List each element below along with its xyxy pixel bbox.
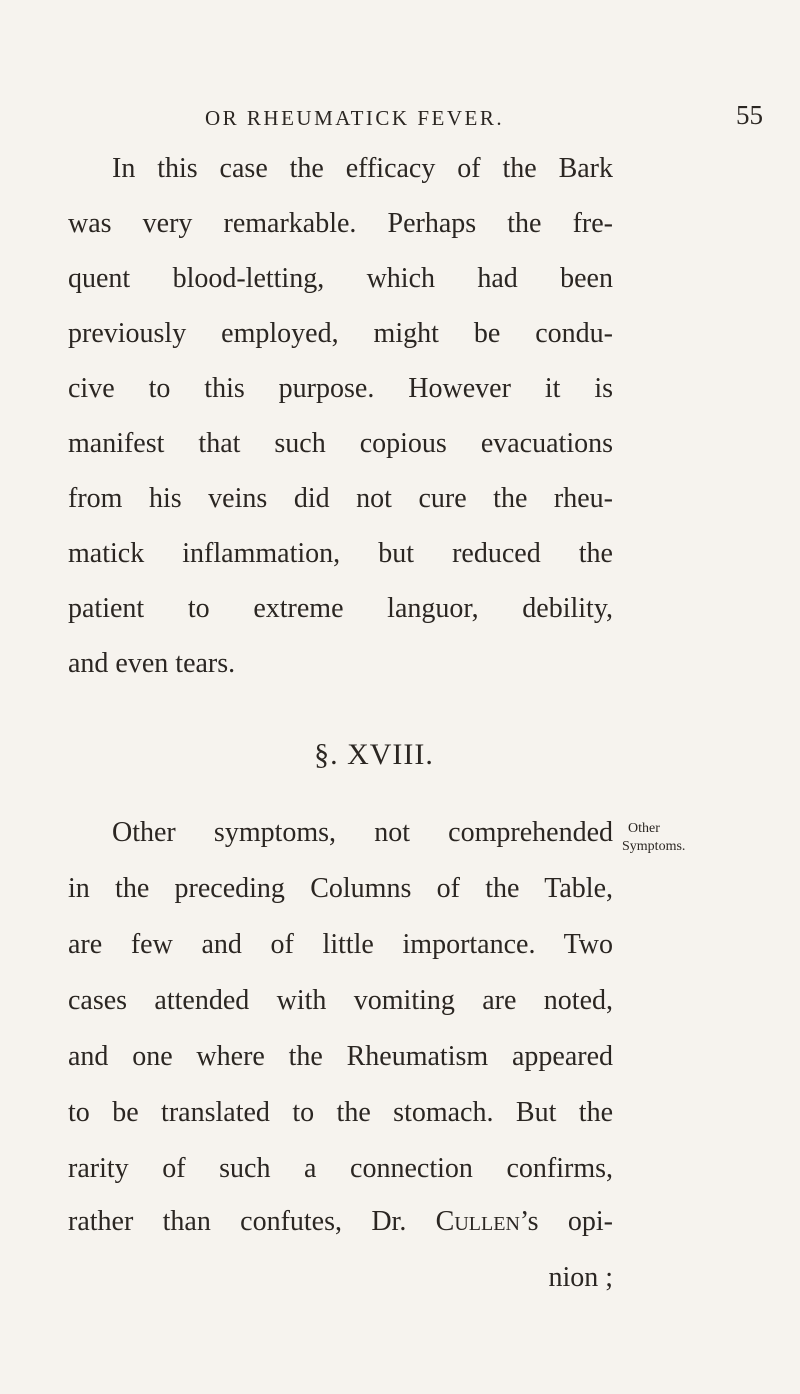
- line-8-suffix: ’s opi-: [519, 1206, 613, 1237]
- paragraph-1-line-9: patient to extreme languor, debility,: [68, 593, 613, 624]
- paragraph-1-line-6: manifest that such copious evacuations: [68, 428, 613, 459]
- paragraph-2-line-2: in the preceding Columns of the Table,: [68, 873, 613, 904]
- paragraph-2-line-6: to be translated to the stomach. But the: [68, 1097, 613, 1128]
- paragraph-1-line-3: quent blood-letting, which had been: [68, 263, 613, 294]
- paragraph-2-line-1: Other symptoms, not comprehended: [112, 817, 613, 848]
- paragraph-1-line-10: and even tears.: [68, 648, 236, 679]
- paragraph-2-line-7: rarity of such a connection confirms,: [68, 1153, 613, 1184]
- running-head: OR RHEUMATICK FEVER.: [205, 106, 505, 130]
- marginal-note-line-2: Symptoms.: [622, 839, 686, 854]
- line-8-prefix: rather than confutes, Dr.: [68, 1206, 436, 1237]
- paragraph-1-line-1: In this case the efficacy of the Bark: [112, 153, 613, 184]
- section-heading: §. XVIII.: [314, 738, 434, 771]
- paragraph-1-line-5: cive to this purpose. However it is: [68, 373, 613, 404]
- paragraph-1-line-2: was very remarkable. Perhaps the fre-: [68, 208, 613, 239]
- page-number: 55: [736, 100, 763, 130]
- paragraph-2-line-4: cases attended with vomiting are noted,: [68, 985, 613, 1016]
- paragraph-2-line-3: are few and of little importance. Two: [68, 929, 613, 960]
- paragraph-2-line-8: [68, 1206, 613, 1238]
- author-name: Cullen: [435, 1206, 520, 1237]
- paragraph-1-line-8: matick inflammation, but reduced the: [68, 538, 613, 569]
- catchword: nion ;: [548, 1262, 613, 1293]
- paragraph-1-line-7: from his veins did not cure the rheu-: [68, 483, 613, 514]
- paragraph-2-line-5: and one where the Rheumatism appeared: [68, 1041, 613, 1072]
- paragraph-1-line-4: previously employed, might be condu-: [68, 318, 613, 349]
- marginal-note-line-1: Other: [628, 821, 660, 836]
